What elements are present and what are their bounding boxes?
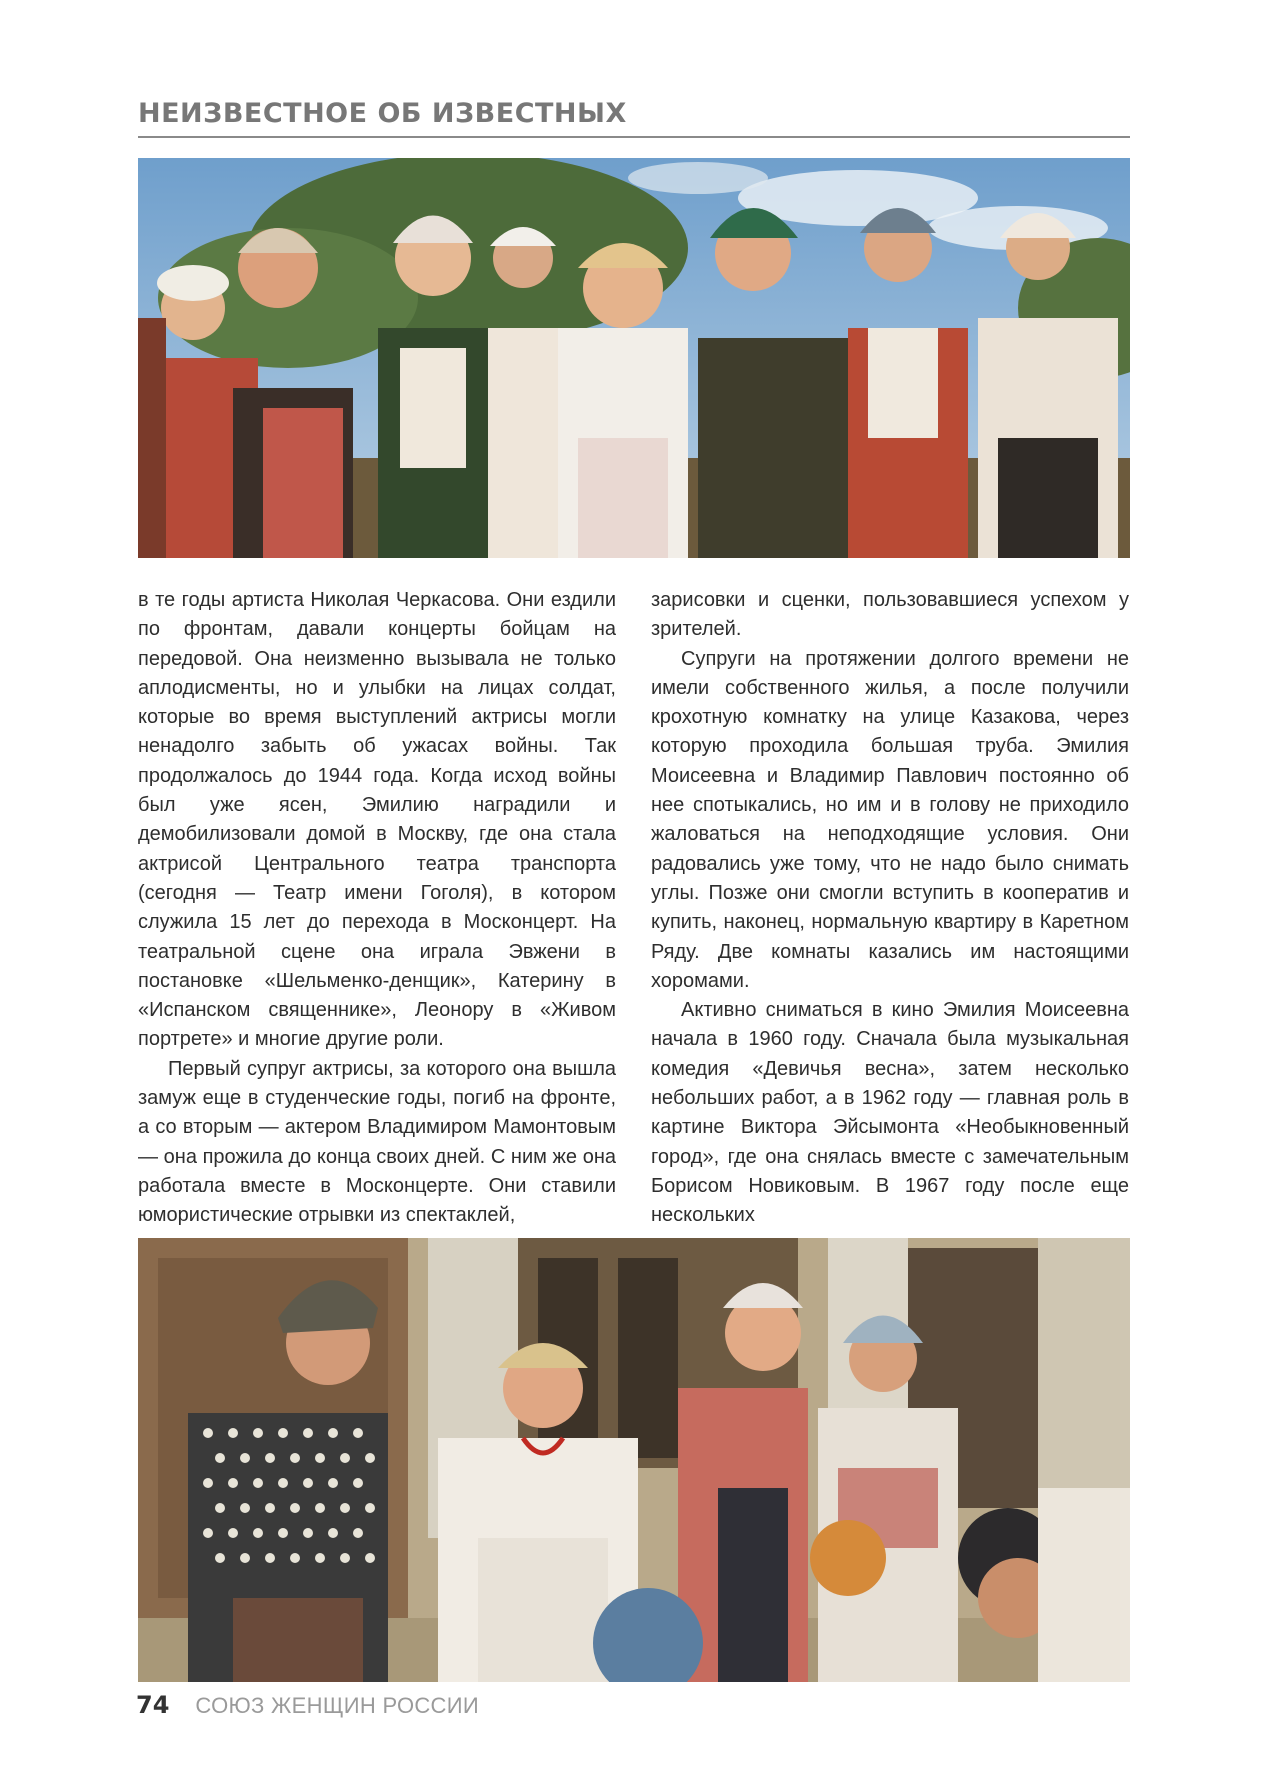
page-number: 74 [136, 1691, 170, 1719]
photo-women-folk-costume [138, 158, 1130, 558]
header-divider [138, 136, 1130, 138]
paragraph: Супруги на протяжении долгого времени не имели собственного жилья, а после получили крохотную комнатку на улице Казакова, через которую проходила большая труба. Эмилия Моисеевна и Владимир Павлович постоянно об нее спотыкались, но им и в голову не приходило жаловаться на неподходящие условия. Они радовались уже тому, что не надо было снимать углы. Позже они смогли вступить в кооператив и купить, наконец, нормальную квартиру в Каретном Ряду. Две комнаты казались им настоящими хоромами. [651, 647, 1129, 992]
article-column-right [651, 586, 1129, 1231]
photo-film-still [138, 1238, 1130, 1682]
paragraph: Первый супруг актрисы, за которого она вышла замуж еще в студенческие годы, погиб на фронте, а со вторым — актером Владимиром Мамонтовым — она прожила до конца своих дней. С ним же она работала вместе в Москонцерте. Они ставили юмористические отрывки из спектаклей, [138, 1057, 616, 1227]
article-column-left [138, 586, 616, 1231]
section-title: НЕИЗВЕСТНОЕ ОБ ИЗВЕСТНЫХ [138, 98, 627, 129]
photo-women-folk-costume-illustration [138, 158, 1130, 558]
paragraph: в те годы артиста Николая Черкасова. Они ездили по фронтам, давали концерты бойцам на передовой. Она неизменно вызывала не только аплодисменты, но и улыбки на лицах солдат, которые во время выступлений актрисы могли ненадолго забыть об ужасах войны. Так продолжалось до 1944 года. Когда исход войны был уже ясен, Эмилию наградили и демобилизовали домой в Москву, где она стала актрисой Центрального театра транспорта (сегодня — Театр имени Гоголя), в котором служила 15 лет до перехода в Москонцерт. На театральной сцене она играла Эвжени в постановке «Шельменко-денщик», Катерину в «Испанском священнике», Леонору в «Живом портрете» и многие другие роли. [138, 589, 616, 1051]
paragraph: Активно сниматься в кино Эмилия Моисеевна начала в 1960 году. Сначала была музыкальная комедия «Девичья весна», затем несколько небольших работ, а в 1962 году — главная роль в картине Виктора Эйсымонта «Необыкновенный город», где она снялась вместе с замечательным Борисом Новиковым. В 1967 году после еще нескольких [651, 999, 1129, 1227]
paragraph: зарисовки и сценки, пользовавшиеся успехом у зрителей. [651, 589, 1129, 641]
page-footer [136, 1691, 479, 1719]
publication-title: СОЮЗ ЖЕНЩИН РОССИИ [195, 1693, 479, 1718]
photo-film-still-illustration [138, 1238, 1130, 1682]
